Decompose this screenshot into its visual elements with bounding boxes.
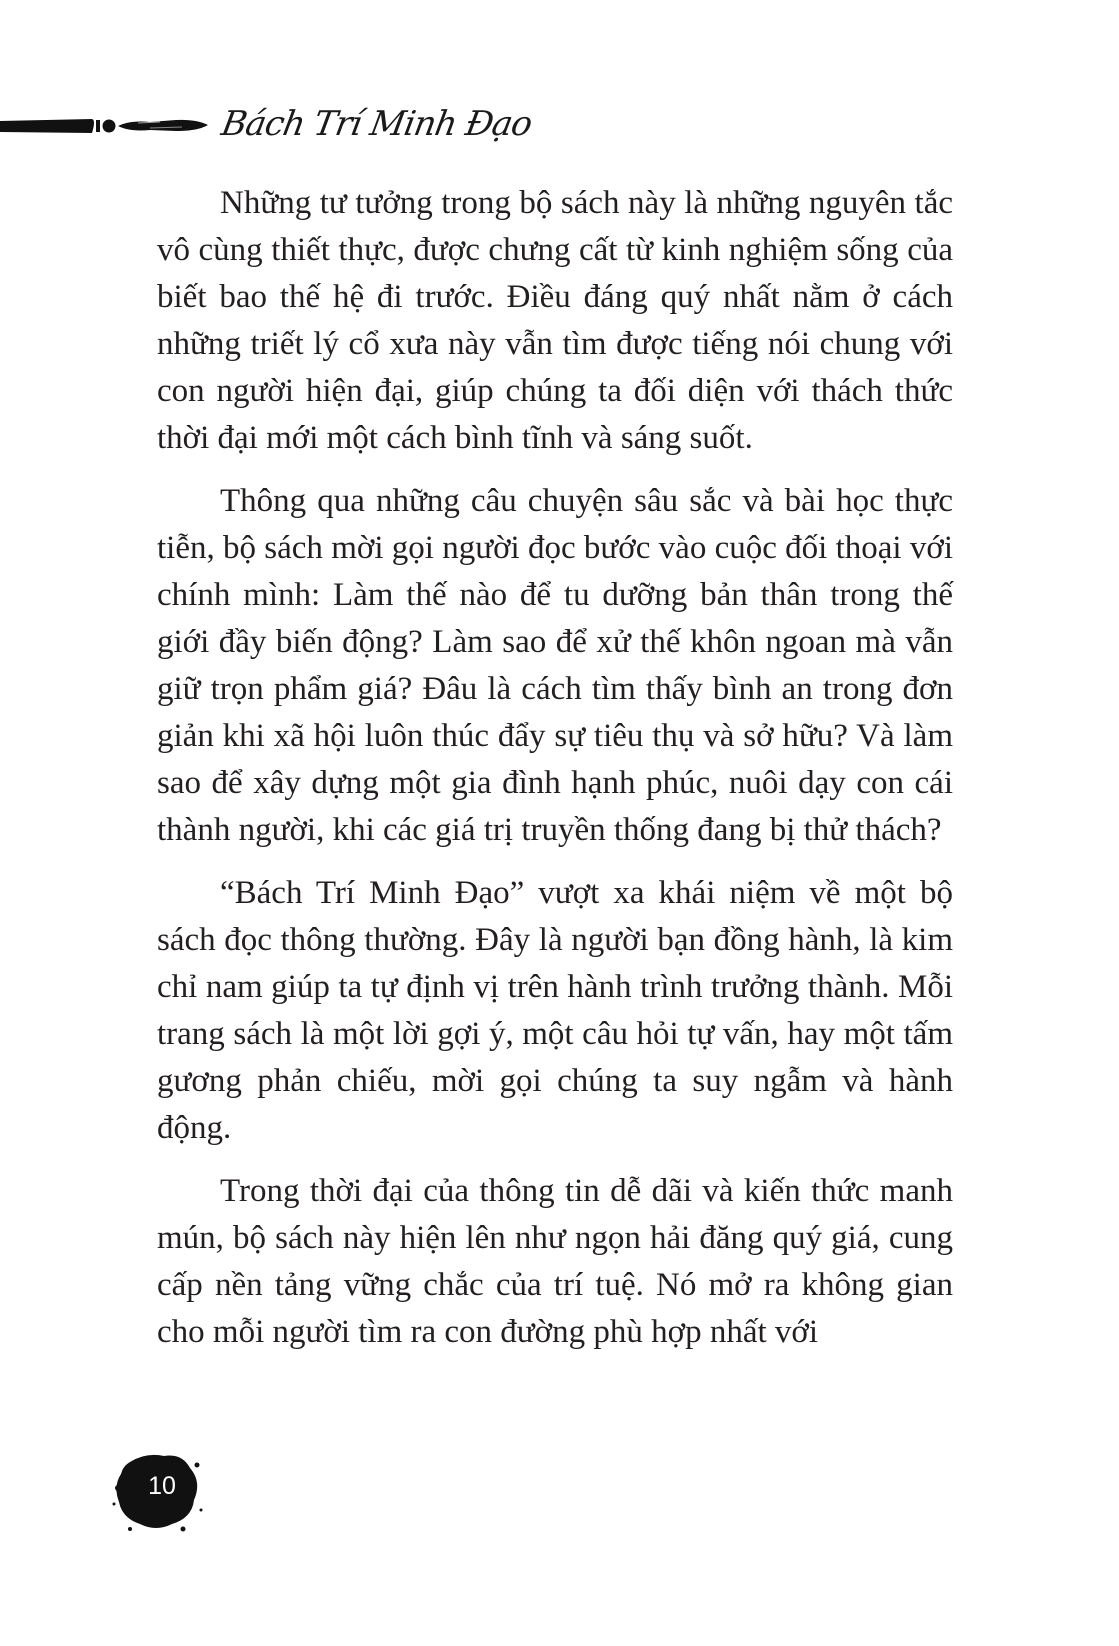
running-header [0, 100, 535, 160]
paragraph: Thông qua những câu chuyện sâu sắc và bài học thực tiễn, bộ sách mời gọi người đọc bước vào cuộc đối thoại với chính mình: Làm thế nào để tu dưỡng bản thân trong thế giới đầy biến động? Làm sao để xử thế khôn ngoan mà vẫn giữ trọn phẩm giá? Đâu là cách tìm thấy bình an trong đơn giản khi xã hội luôn thúc đẩy sự tiêu thụ và sở hữu? Và làm sao để xây dựng một gia đình hạnh phúc, nuôi dạy con cái thành người, khi các giá trị truyền thống đang bị thử thách? [157, 483, 953, 848]
header-title: Bách Trí Minh Đạo [218, 104, 535, 144]
paragraph: Trong thời đại của thông tin dễ dãi và kiến thức manh mún, bộ sách này hiện lên như ngọn hải đăng quý giá, cung cấp nền tảng vững chắc của trí tuệ. Nó mở ra không gian cho mỗi người tìm ra con đường phù hợp nhất với [157, 1173, 953, 1350]
page-number-badge [110, 1448, 205, 1533]
paragraph: “Bách Trí Minh Đạo” vượt xa khái niệm về một bộ sách đọc thông thường. Đây là người bạn đồng hành, là kim chỉ nam giúp ta tự định vị trên hành trình trưởng thành. Mỗi trang sách là một lời gợi ý, một câu hỏi tự vấn, hay một tấm gương phản chiếu, mời gọi chúng ta suy ngẫm và hành động. [157, 875, 953, 1146]
body-text [157, 180, 953, 1372]
brush-stroke-icon [0, 100, 230, 160]
page-number: 10 [148, 1472, 176, 1500]
paragraph: Những tư tưởng trong bộ sách này là những nguyên tắc vô cùng thiết thực, được chưng cất từ kinh nghiệm sống của biết bao thế hệ đi trước. Điều đáng quý nhất nằm ở cách những triết lý cổ xưa này vẫn tìm được tiếng nói chung với con người hiện đại, giúp chúng ta đối diện với thách thức thời đại mới một cách bình tĩnh và sáng suốt. [157, 185, 953, 456]
